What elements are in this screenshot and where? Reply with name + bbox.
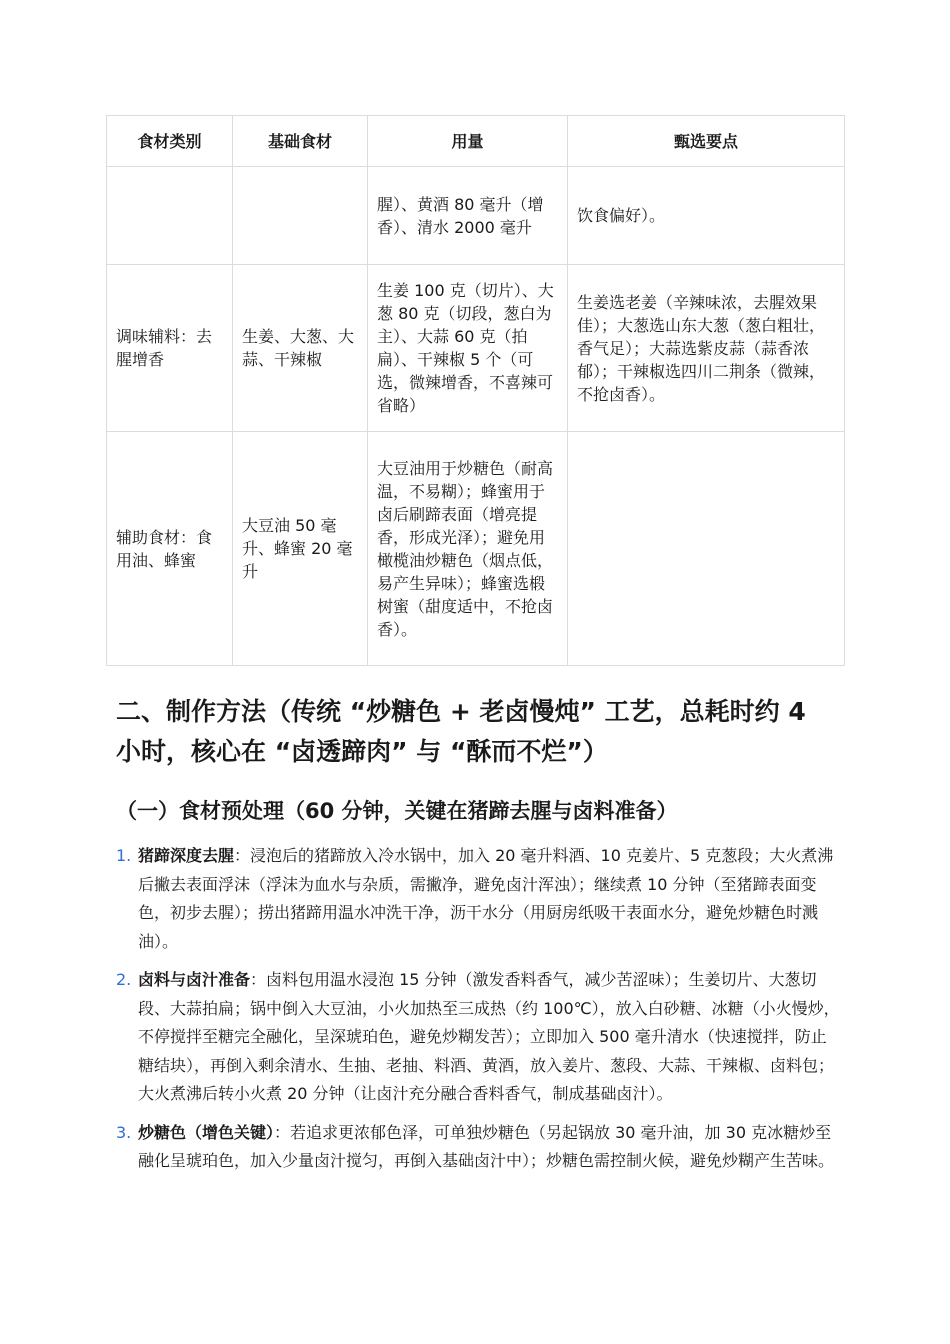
cell-base	[233, 167, 368, 265]
list-number: 2.	[116, 970, 132, 989]
document-page	[106, 115, 844, 1186]
cell-base: 大豆油 50 毫升、蜂蜜 20 毫升	[233, 432, 368, 666]
cell-category: 辅助食材：食用油、蜂蜜	[107, 432, 233, 666]
subsection-heading: （一）食材预处理（60 分钟，关键在猪蹄去腥与卤料准备）	[116, 799, 678, 823]
table-row	[107, 265, 845, 432]
ingredients-table	[106, 115, 845, 666]
list-item	[116, 966, 841, 1109]
section-heading: 二、制作方法（传统 “炒糖色 + 老卤慢炖” 工艺，总耗时约 4 小时，核心在 “卤透蹄肉” 与 “酥而不烂”）	[116, 697, 806, 766]
header-category: 食材类别	[107, 116, 233, 167]
step-lead: 炒糖色（增色关键）	[138, 1122, 275, 1142]
cell-notes	[568, 432, 845, 666]
list-item	[116, 842, 841, 956]
cell-amount: 生姜 100 克（切片）、大葱 80 克（切段，葱白为主）、大蒜 60 克（拍扁）、干辣椒 5 个（可选，微辣增香，不喜辣可省略）	[368, 265, 568, 432]
list-number: 3.	[116, 1122, 132, 1142]
cell-category	[107, 167, 233, 265]
list-number: 1.	[116, 846, 132, 865]
header-base: 基础食材	[233, 116, 368, 167]
table-row	[107, 432, 845, 666]
table-row	[107, 167, 845, 265]
cell-amount: 腥）、黄酒 80 毫升（增香）、清水 2000 毫升	[368, 167, 568, 265]
step-lead: 猪蹄深度去腥	[138, 846, 235, 865]
cell-base: 生姜、大葱、大蒜、干辣椒	[233, 265, 368, 432]
step-text: ：浸泡后的猪蹄放入冷水锅中，加入 20 毫升料酒、10 克姜片、5 克葱段；大火煮沸后撇去表面浮沫（浮沫为血水与杂质，需撇净，避免卤汁浑浊）；继续煮 10 分钟（至猪蹄表面变色，初步去腥）；捞出猪蹄用温水冲洗干净，沥干水分（用厨房纸吸干表面水分，避免炒糖色时溅油）。	[138, 846, 834, 951]
cell-amount: 大豆油用于炒糖色（耐高温，不易糊）；蜂蜜用于卤后刷蹄表面（增亮提香，形成光泽）；避免用橄榄油炒糖色（烟点低，易产生异味）；蜂蜜选椴树蜜（甜度适中，不抢卤香）。	[368, 432, 568, 666]
step-lead: 卤料与卤汁准备	[138, 970, 251, 989]
header-notes: 甄选要点	[568, 116, 845, 167]
step-text: ：若追求更浓郁色泽，可单独炒糖色（另起锅放 30 毫升油，加 30 克冰糖炒至融化呈琥珀色，加入少量卤汁搅匀，再倒入基础卤汁中）；炒糖色需控制火候，避免炒糊产生苦味。	[138, 1122, 835, 1170]
step-text: ：卤料包用温水浸泡 15 分钟（激发香料香气，减少苦涩味）；生姜切片、大葱切段、大蒜拍扁；锅中倒入大豆油，小火加热至三成热（约 100℃），放入白砂糖、冰糖（小火慢炒，不停搅拌至糖完全融化，呈深琥珀色，避免炒糊发苦）；立即加入 500 毫升清水（快速搅拌，防止糖结块），再倒入剩余清水、生抽、老抽、料酒、黄酒，放入姜片、葱段、大蒜、干辣椒、卤料包；大火煮沸后转小火煮 20 分钟（让卤汁充分融合香料香气，制成基础卤汁）。	[138, 970, 840, 1103]
cell-notes: 生姜选老姜（辛辣味浓，去腥效果佳）；大葱选山东大葱（葱白粗壮，香气足）；大蒜选紫皮蒜（蒜香浓郁）；干辣椒选四川二荆条（微辣，不抢卤香）。	[568, 265, 845, 432]
list-item	[116, 1119, 841, 1176]
header-amount: 用量	[368, 116, 568, 167]
cell-notes: 饮食偏好）。	[568, 167, 845, 265]
cell-category: 调味辅料：去腥增香	[107, 265, 233, 432]
steps-list	[116, 842, 841, 1176]
table-header-row	[107, 116, 845, 167]
